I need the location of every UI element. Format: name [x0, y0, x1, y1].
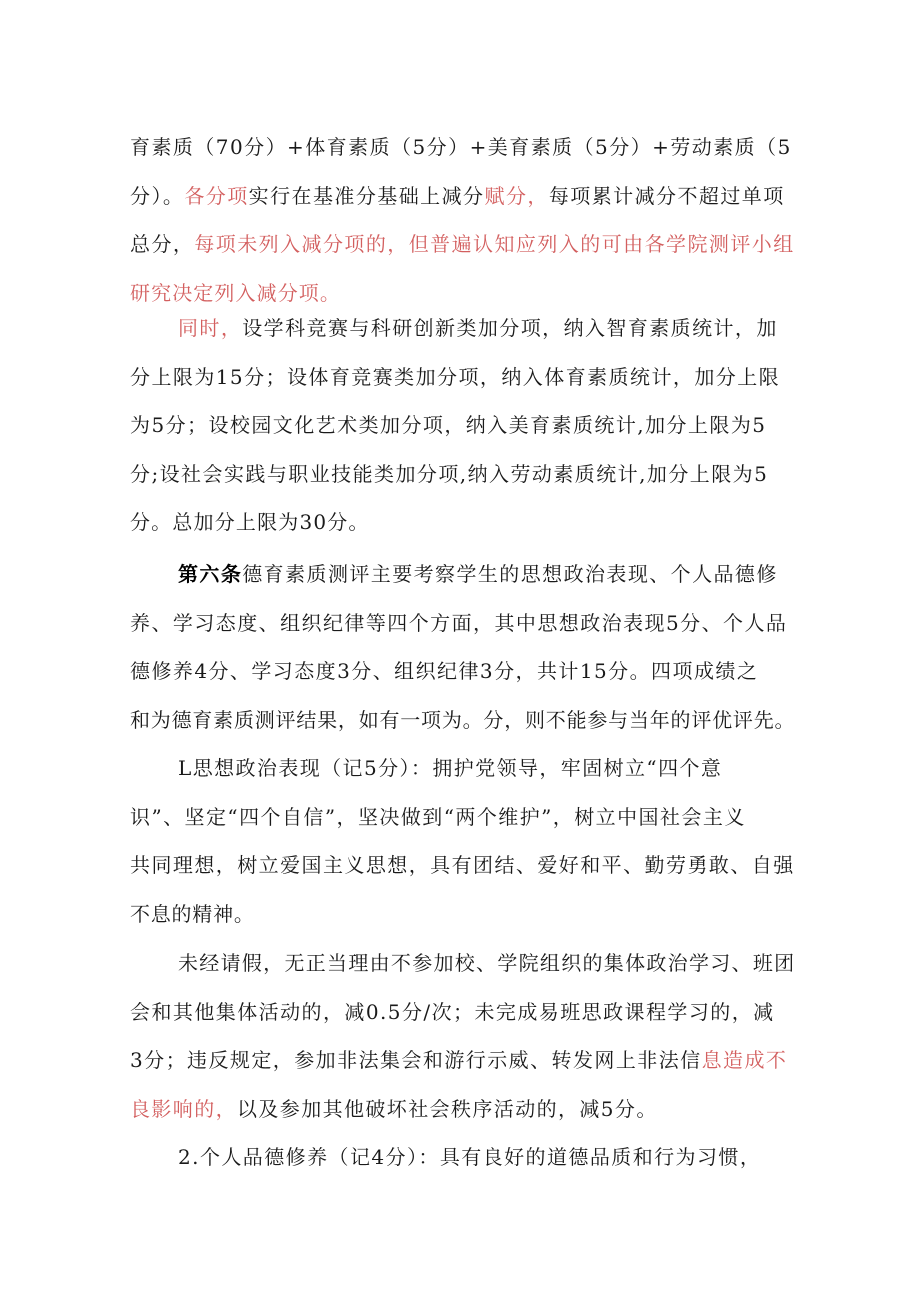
text-span: 德育素质测评主要考察学生的思想政治表现、个人品德修: [242, 562, 778, 586]
article-heading: 第六条: [178, 562, 243, 586]
text-span: 分。总加分上限为30分。: [130, 510, 370, 535]
paragraph: [130, 304, 800, 547]
text-line: [178, 1133, 800, 1182]
text-span: 分;设社会实践与职业技能类加分项,纳入劳动素质统计,加分上限为5: [130, 461, 769, 486]
highlighted-text: 息造成不: [701, 1048, 788, 1073]
text-span: 不息的精神。: [130, 901, 255, 926]
text-line: [130, 220, 800, 269]
text-span: 为5分；设校园文化艺术类加分项，纳入美育素质统计,加分上限为5: [130, 413, 767, 438]
highlighted-text: 各分项: [184, 183, 249, 208]
text-span: 育素质（70分）+体育素质（5分）+美育素质（5分）+劳动素质（5: [130, 135, 792, 159]
paragraph: [130, 1133, 800, 1182]
text-line: [130, 172, 800, 221]
paragraph: [130, 939, 800, 1133]
text-span: 以及参加其他破坏社会秩序活动的，减5分。: [237, 1096, 658, 1121]
highlighted-text: 研究决定列入减分项。: [130, 280, 341, 305]
text-span: 3分；违反规定，参加非法集会和游行示威、转发网上非法信: [130, 1048, 702, 1073]
highlighted-text: 同时，: [178, 316, 243, 340]
text-line: [130, 1036, 800, 1085]
paragraph: [130, 550, 800, 744]
text-span: 设学科竞赛与科研创新类加分项，纳入智育素质统计，加: [242, 316, 778, 340]
text-line: [130, 696, 800, 745]
highlighted-text: 赋分，: [484, 183, 549, 208]
text-span: 共同理想，树立爱国主义思想，具有团结、爱好和平、勤劳勇敢、自强: [130, 853, 795, 878]
text-line: [130, 353, 800, 402]
highlighted-text: 良影响的，: [130, 1096, 237, 1121]
text-span: 分）。: [130, 183, 185, 208]
text-line: [130, 793, 800, 842]
text-span: 每项累计减分不超过单项: [548, 183, 785, 208]
text-span: 总分，: [130, 232, 195, 257]
text-line: [130, 988, 800, 1037]
text-line: [178, 744, 800, 793]
text-span: 未经请假，无正当理由不参加校、学院组织的集体政治学习、班团: [178, 951, 796, 975]
text-span: 会和其他集体活动的，减0.5分/次；未完成易班思政课程学习的，减: [130, 999, 775, 1024]
text-line: [178, 939, 800, 988]
text-line: [130, 498, 800, 547]
text-line: [130, 841, 800, 890]
text-span: 实行在基准分基础上减分: [248, 183, 485, 208]
text-span: 养、学习态度、组织纪律等四个方面，其中思想政治表现5分、个人品: [130, 610, 788, 635]
text-span: 识”、坚定“四个自信”，坚决做到“两个维护”，树立中国社会主义: [130, 804, 746, 829]
text-span: 德修养4分、学习态度3分、组织纪律3分，共计15分。四项成绩之: [130, 659, 759, 684]
text-line: [178, 550, 800, 599]
paragraph: [130, 744, 800, 938]
text-span: 2.个人品德修养（记4分）：具有良好的道德品质和行为习惯，: [178, 1145, 762, 1169]
text-span: L思想政治表现（记5分）：拥护党领导，牢固树立“四个意: [178, 756, 723, 780]
text-line: [130, 1085, 800, 1134]
text-line: [130, 599, 800, 648]
text-line: [130, 647, 800, 696]
text-line: [130, 401, 800, 450]
text-line: [130, 450, 800, 499]
text-line: [130, 123, 800, 172]
text-span: 和为德育素质测评结果，如有一项为。分，则不能参与当年的评优评先。: [130, 707, 796, 732]
text-span: 分上限为15分；设体育竞赛类加分项，纳入体育素质统计，加分上限: [130, 364, 781, 389]
text-line: [178, 304, 800, 353]
highlighted-text: 每项未列入减分项的，但普遍认知应列入的可由各学院测评小组: [194, 232, 795, 257]
paragraph: [130, 123, 800, 317]
text-line: [130, 890, 800, 939]
